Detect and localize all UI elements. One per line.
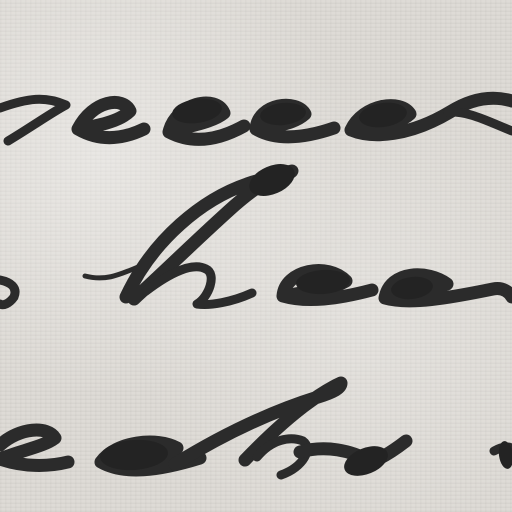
handwriting-line-1 [0, 96, 512, 141]
handwriting-line-3 [0, 383, 512, 482]
handwriting-line-2 [0, 158, 512, 305]
